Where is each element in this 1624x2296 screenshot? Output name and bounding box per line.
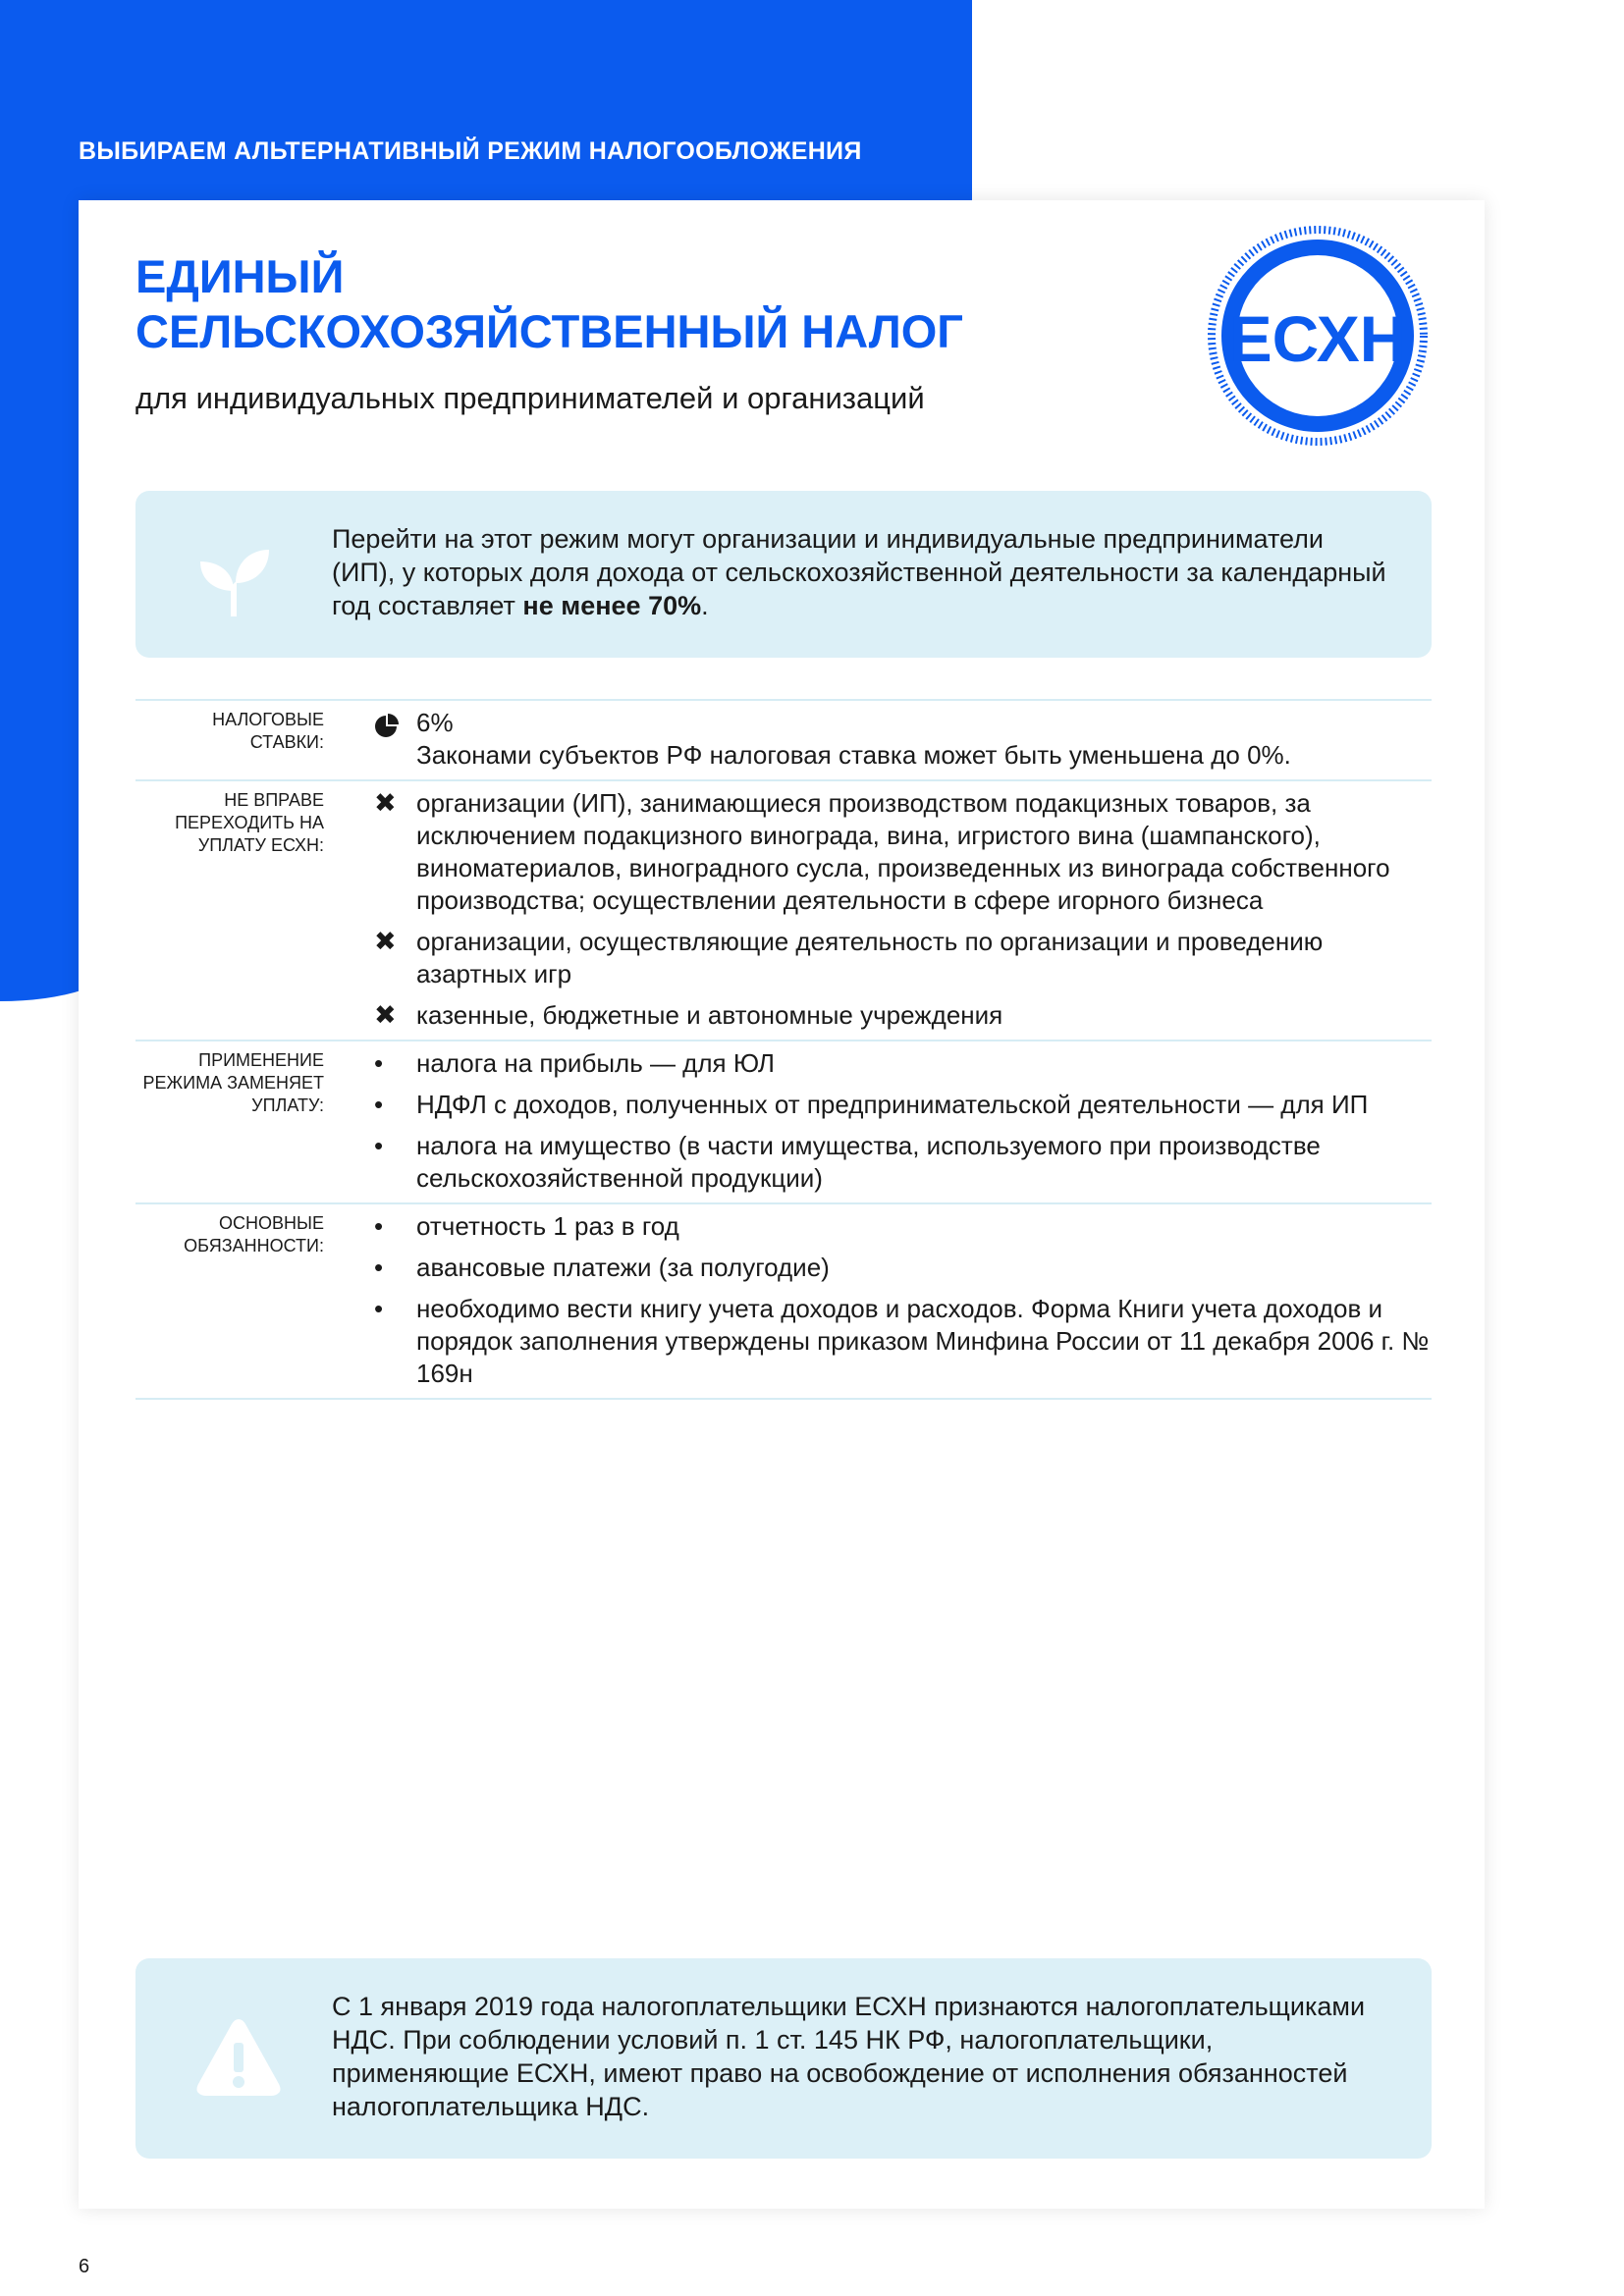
item-text: авансовые платежи (за полугодие): [416, 1253, 830, 1282]
page-number: 6: [79, 2256, 90, 2277]
list-item: [374, 1210, 1432, 1243]
row-label: НЕ ВПРАВЕ ПЕРЕХОДИТЬ НА УПЛАТУ ЕСХН:: [175, 790, 324, 855]
list-item: [374, 707, 1432, 772]
cross-icon: ✖: [374, 927, 397, 956]
row-content: [374, 1204, 1432, 1398]
item-text: отчетность 1 раз в год: [416, 1211, 679, 1241]
list-item: [374, 1047, 1432, 1080]
item-text: налога на прибыль — для ЮЛ: [416, 1048, 775, 1078]
bullet-icon: •: [374, 1090, 384, 1119]
list-item: [374, 1252, 1432, 1284]
eshn-badge-icon: [1207, 225, 1429, 447]
item-text: организации, осуществляющие деятельность по организации и проведению азартных игр: [416, 927, 1324, 988]
row-content: [374, 1041, 1432, 1202]
section-title: ВЫБИРАЕМ АЛЬТЕРНАТИВНЫЙ РЕЖИМ НАЛОГООБЛОЖЕНИЯ: [79, 137, 862, 165]
item-text: казенные, бюджетные и автономные учреждения: [416, 1000, 1003, 1030]
list-item: [374, 1130, 1432, 1195]
badge-label: ЕСХН: [1228, 302, 1407, 375]
item-text: налога на имущество (в части имущества, используемого при производстве сельскохозяйственной продукции): [416, 1131, 1321, 1193]
cross-icon: ✖: [374, 1000, 397, 1030]
item-text: организации (ИП), занимающиеся производством подакцизных товаров, за исключением подакцизного винограда, вина, игристого вина (шампанского), виноматериалов, виноградного сусла, произведенных из винограда собственного производства; осуществлении деятельности в сфере игорного бизнеса: [416, 788, 1390, 915]
list-item: [374, 1089, 1432, 1121]
list-item: [374, 926, 1432, 990]
row-label: ПРИМЕНЕНИЕ РЕЖИМА ЗАМЕНЯЕТ УПЛАТУ:: [142, 1050, 324, 1115]
intro-text: [332, 522, 1392, 622]
bullet-icon: •: [374, 1048, 384, 1078]
table-row-duties: [135, 1202, 1432, 1400]
page-title: [135, 249, 963, 359]
pie-chart-icon: [373, 713, 401, 740]
item-text: НДФЛ с доходов, полученных от предпринимательской деятельности — для ИП: [416, 1090, 1369, 1119]
sprout-icon: [194, 542, 273, 620]
warning-text: С 1 января 2019 года налогоплательщики ЕСХН признаются налогоплательщиками НДС. При соблюдении условий п. 1 ст. 145 НК РФ, налогоплательщики, применяющие ЕСХН, имеют право на освобождение от исполнения обязанностей налогоплательщика НДС.: [332, 1992, 1366, 2121]
item-text: необходимо вести книгу учета доходов и расходов. Форма Книги учета доходов и порядок заполнения утверждены приказом Минфина России от 11 декабря 2006 г. № 169н: [416, 1294, 1430, 1388]
intro-box: [135, 491, 1432, 658]
tax-rate: 6%: [416, 708, 454, 737]
page-subtitle: для индивидуальных предпринимателей и организаций: [135, 381, 925, 415]
bullet-icon: •: [374, 1294, 384, 1323]
title-line-2: СЕЛЬСКОХОЗЯЙСТВЕННЫЙ НАЛОГ: [135, 305, 963, 357]
row-label: НАЛОГОВЫЕ СТАВКИ:: [212, 710, 324, 752]
bullet-icon: •: [374, 1253, 384, 1282]
row-content: [374, 701, 1432, 779]
intro-text-bold: не менее 70%: [522, 591, 702, 620]
intro-text-end: .: [701, 591, 709, 620]
cross-icon: ✖: [374, 788, 397, 818]
content-card: [79, 200, 1485, 2209]
row-content: [374, 781, 1432, 1040]
info-table: [135, 699, 1432, 1400]
row-label: ОСНОВНЫЕ ОБЯЗАННОСТИ:: [184, 1213, 324, 1255]
title-line-1: ЕДИНЫЙ: [135, 250, 345, 302]
list-item: [374, 999, 1432, 1032]
table-row-restrictions: [135, 779, 1432, 1040]
bullet-icon: •: [374, 1131, 384, 1160]
table-row-rates: [135, 699, 1432, 779]
intro-text-main: Перейти на этот режим могут организации и индивидуальные предприниматели (ИП), у которых доля дохода от сельскохозяйственной деятельности за календарный год составляет: [332, 524, 1386, 620]
warning-icon: [194, 2015, 283, 2098]
table-row-replaces: [135, 1040, 1432, 1202]
warning-box: [135, 1958, 1432, 2159]
list-item: [374, 1293, 1432, 1390]
tax-rate-note: Законами субъектов РФ налоговая ставка может быть уменьшена до 0%.: [416, 740, 1291, 770]
bullet-icon: •: [374, 1211, 384, 1241]
list-item: [374, 787, 1432, 917]
